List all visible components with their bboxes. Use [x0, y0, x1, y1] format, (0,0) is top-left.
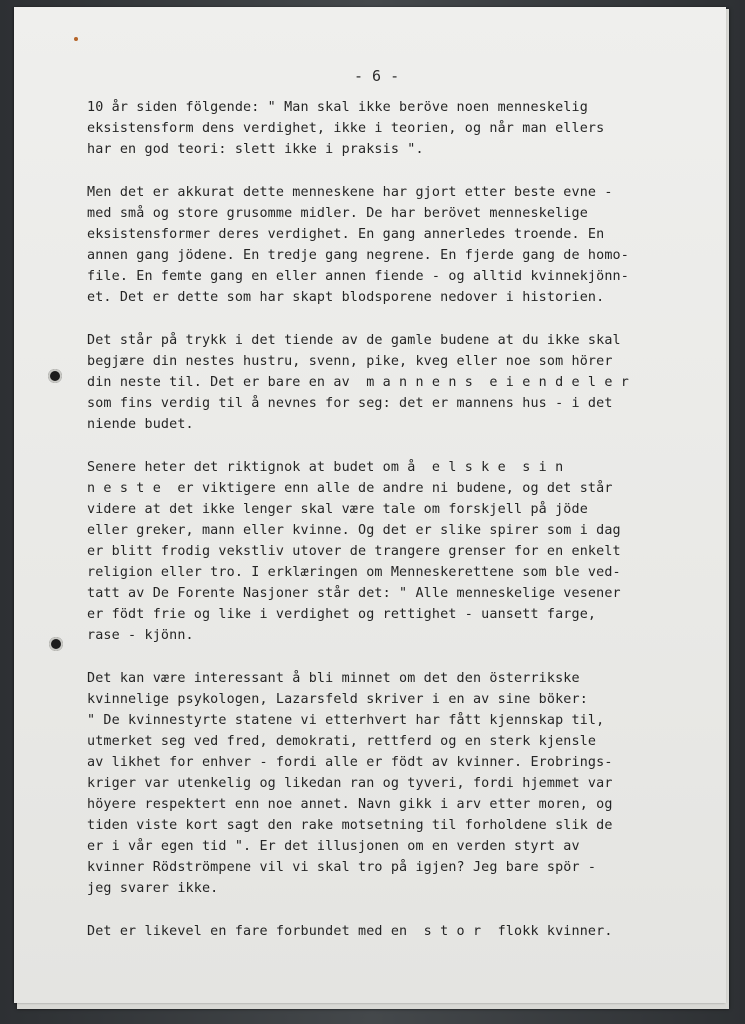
text-line: kvinnelige psykologen, Lazarsfeld skriver i en av sine böker: — [87, 692, 588, 707]
paragraph-5 — [87, 668, 697, 899]
text-line: et. Det er dette som har skapt blodsporene nedover i historien. — [87, 290, 605, 305]
paragraph-2 — [87, 182, 697, 308]
body-text — [87, 97, 697, 964]
text-line: har en god teori: slett ikke i praksis ". — [87, 142, 424, 157]
closing-line: Det er likevel en fare forbundet med en s t o r flokk kvinner. — [87, 924, 613, 939]
text-line: rase - kjönn. — [87, 628, 194, 643]
text-line: Men det er akkurat dette menneskene har gjort etter beste evne - — [87, 185, 613, 200]
text-line: n e s t e er viktigere enn alle de andre ni budene, og det står — [87, 481, 613, 496]
text-line: er födt frie og like i verdighet og rettighet - uansett farge, — [87, 607, 597, 622]
text-line: 10 år siden fölgende: " Man skal ikke beröve noen menneskelig — [87, 100, 588, 115]
text-line: som fins verdig til å nevnes for seg: det er mannens hus - i det — [87, 396, 613, 411]
page-number: - 6 - — [354, 67, 400, 85]
paragraph-1 — [87, 97, 697, 160]
text-line: höyere respektert enn noe annet. Navn gikk i arv etter moren, og — [87, 797, 613, 812]
text-line: tatt av De Forente Nasjoner står det: " Alle menneskelige vesener — [87, 586, 621, 601]
text-line: utmerket seg ved fred, demokrati, rettferd og en sterk kjensle — [87, 734, 597, 749]
text-line: " De kvinnestyrte statene vi etterhvert har fått kjennskap til, — [87, 713, 605, 728]
text-line: tiden viste kort sagt den rake motsetning til forholdene slik de — [87, 818, 613, 833]
closing-paragraph — [87, 921, 697, 942]
text-line: religion eller tro. I erklæringen om Menneskerettene som ble ved- — [87, 565, 621, 580]
text-line: Det står på trykk i det tiende av de gamle budene at du ikke skal — [87, 333, 621, 348]
paragraph-3 — [87, 330, 697, 435]
text-line: din neste til. Det er bare en av m a n n e n s e i e n d e l e r — [87, 375, 629, 390]
text-line: med små og store grusomme midler. De har berövet menneskelige — [87, 206, 588, 221]
text-line: eller greker, mann eller kvinne. Og det er slike spirer som i dag — [87, 523, 621, 538]
text-line: eksistensformer deres verdighet. En gang annerledes troende. En — [87, 227, 605, 242]
text-line: file. En femte gang en eller annen fiende - og alltid kvinnekjönn- — [87, 269, 629, 284]
text-line: videre at det ikke lenger skal være tale om forskjell på jöde — [87, 502, 588, 517]
text-line: jeg svarer ikke. — [87, 881, 219, 896]
text-line: kvinner Rödströmpene vil vi skal tro på igjen? Jeg bare spör - — [87, 860, 597, 875]
paper-speck — [74, 37, 78, 41]
punch-hole-lower — [49, 637, 63, 651]
text-line: niende budet. — [87, 417, 194, 432]
text-line: er blitt frodig vekstliv utover de trangere grenser for en enkelt — [87, 544, 621, 559]
text-line: eksistensform dens verdighet, ikke i teorien, og når man ellers — [87, 121, 605, 136]
text-line: Det kan være interessant å bli minnet om det den österrikske — [87, 671, 580, 686]
text-line: av likhet for enhver - fordi alle er födt av kvinner. Erobrings- — [87, 755, 613, 770]
text-line: annen gang jödene. En tredje gang negrene. En fjerde gang de homo- — [87, 248, 629, 263]
punch-hole-upper — [48, 369, 62, 383]
text-line: begjære din nestes hustru, svenn, pike, kveg eller noe som hörer — [87, 354, 613, 369]
text-line: er i vår egen tid ". Er det illusjonen om en verden styrt av — [87, 839, 580, 854]
paragraph-4 — [87, 457, 697, 646]
text-line: kriger var utenkelig og likedan ran og tyveri, fordi hjemmet var — [87, 776, 613, 791]
document-page — [14, 7, 726, 1003]
text-line: Senere heter det riktignok at budet om å e l s k e s i n — [87, 460, 564, 475]
